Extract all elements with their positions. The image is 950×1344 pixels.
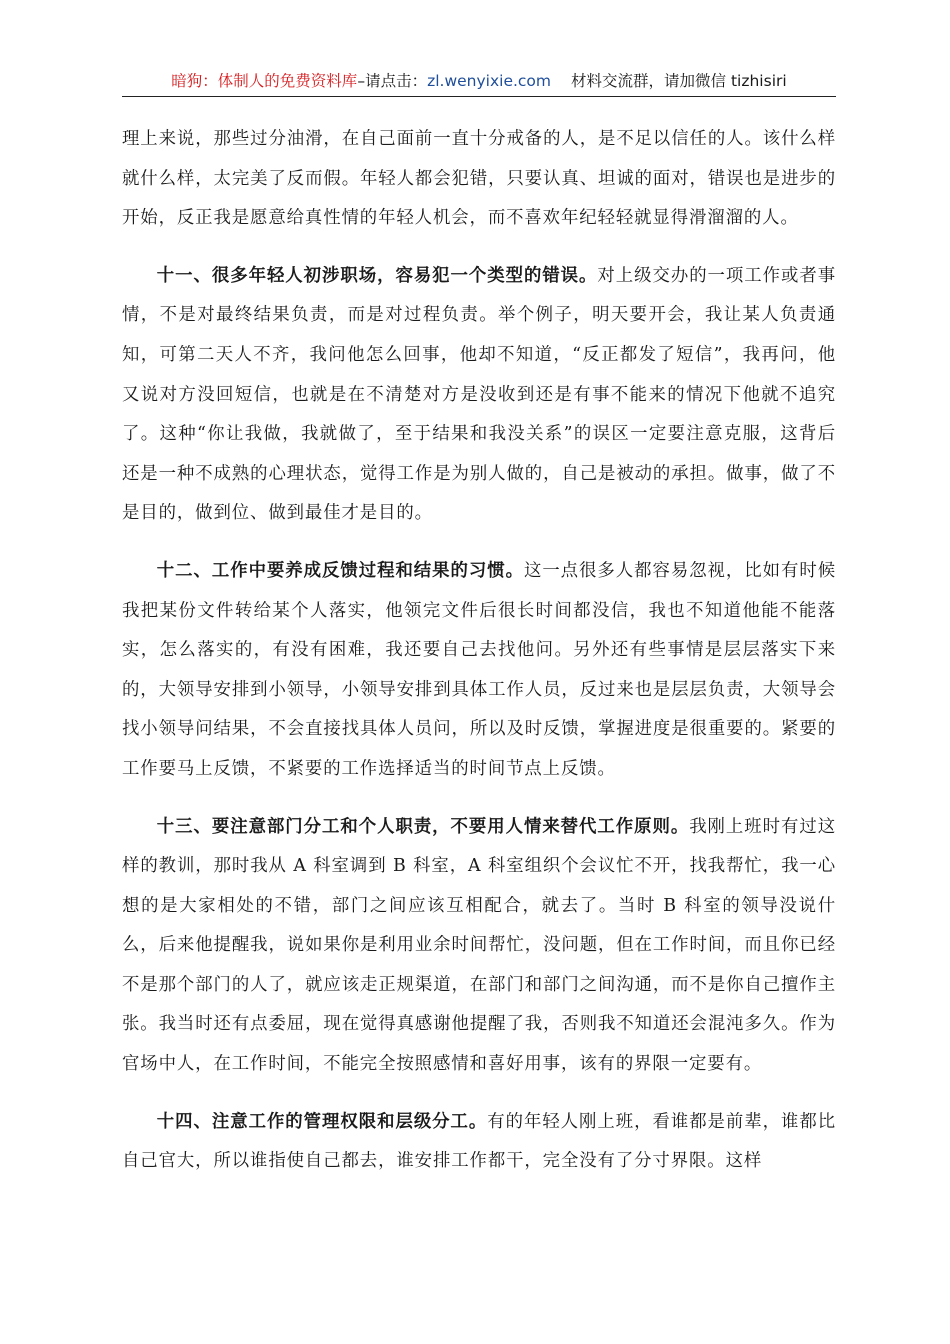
paragraph-thirteen [122,808,836,1085]
paragraph-body: 理上来说，那些过分油滑，在自己面前一直十分戒备的人，是不足以信任的人。该什么样就什么样，太完美了反而假。年轻人都会犯错，只要认真、坦诚的面对，错误也是进步的开始，反正我是愿意给真性情的年轻人机会，而不喜欢年纪轻轻就显得滑溜溜的人。 [122,129,836,229]
header-group-text: 材料交流群，请加微信 [571,72,727,90]
paragraph-heading: 十三、要注意部门分工和个人职责，不要用人情来替代工作原则。 [156,816,690,837]
header-wechat-id: tizhisiri [730,72,787,90]
paragraph-body: 我刚上班时有过这样的教训，那时我从 A 科室调到 B 科室，A 科室组织个会议忙不开，找我帮忙，我一心想的是大家相处的不错，部门之间应该互相配合，就去了。当时 B 科室的领导没说什么，后来他提醒我，说如果你是利用业余时间帮忙，没问题，但在工作时间，而且你已经不是那个部门的人了，就应该走正规渠道，在部门和部门之间沟通，而不是你自己擅作主张。我当时还有点委屈，现在觉得真感谢他提醒了我，否则我不知道还会混沌多久。作为官场中人，在工作时间，不能完全按照感情和喜好用事，该有的界限一定要有。 [122,816,837,1075]
header-rule [122,96,836,97]
paragraph-heading: 十一、很多年轻人初涉职场，容易犯一个类型的错误。 [156,265,598,286]
paragraph-body: 这一点很多人都容易忽视，比如有时候我把某份文件转给某个人落实，他领完文件后很长时间都没信，我也不知道他能不能落实，怎么落实的，有没有困难，我还要自己去找他问。另外还有些事情是层层落实下来的，大领导安排到小领导，小领导安排到具体工作人员，反过来也是层层负责，大领导会找小领导问结果，不会直接找具体人员问，所以及时反馈，掌握进度是很重要的。紧要的工作要马上反馈，不紧要的工作选择适当的时间节点上反馈。 [122,560,836,779]
header-click-prefix: –请点击： [357,72,428,90]
header-url-link[interactable]: zl.wenyixie.com [427,72,552,90]
page-header [122,68,836,94]
header-brand: 暗狗：体制人的免费资料库 [171,72,358,90]
paragraph-heading: 十二、工作中要养成反馈过程和结果的习惯。 [156,560,524,581]
paragraph-fourteen [122,1103,836,1182]
paragraph-eleven [122,257,836,534]
paragraph-body: 对上级交办的一项工作或者事情，不是对最终结果负责，而是对过程负责。举个例子，明天要开会，我让某人负责通知，可第二天人不齐，我问他怎么回事，他却不知道，“反正都发了短信”，我再问，他又说对方没回短信，也就是在不清楚对方是没收到还是有事不能来的情况下他就不追究了。这种“你让我做，我就做了，至于结果和我没关系”的误区一定要注意克服，这背后还是一种不成熟的心理状态，觉得工作是为别人做的，自己是被动的承担。做事，做了不是目的，做到位、做到最佳才是目的。 [122,265,836,524]
paragraph-heading: 十四、注意工作的管理权限和层级分工。 [156,1111,488,1132]
paragraph-continuation [122,120,836,239]
document-body [122,120,836,1200]
paragraph-twelve [122,552,836,790]
paragraph-body: 有的年轻人刚上班，看谁都是前辈，谁都比自己官大，所以谁指使自己都去，谁安排工作都干，完全没有了分寸界限。这样 [122,1111,836,1172]
